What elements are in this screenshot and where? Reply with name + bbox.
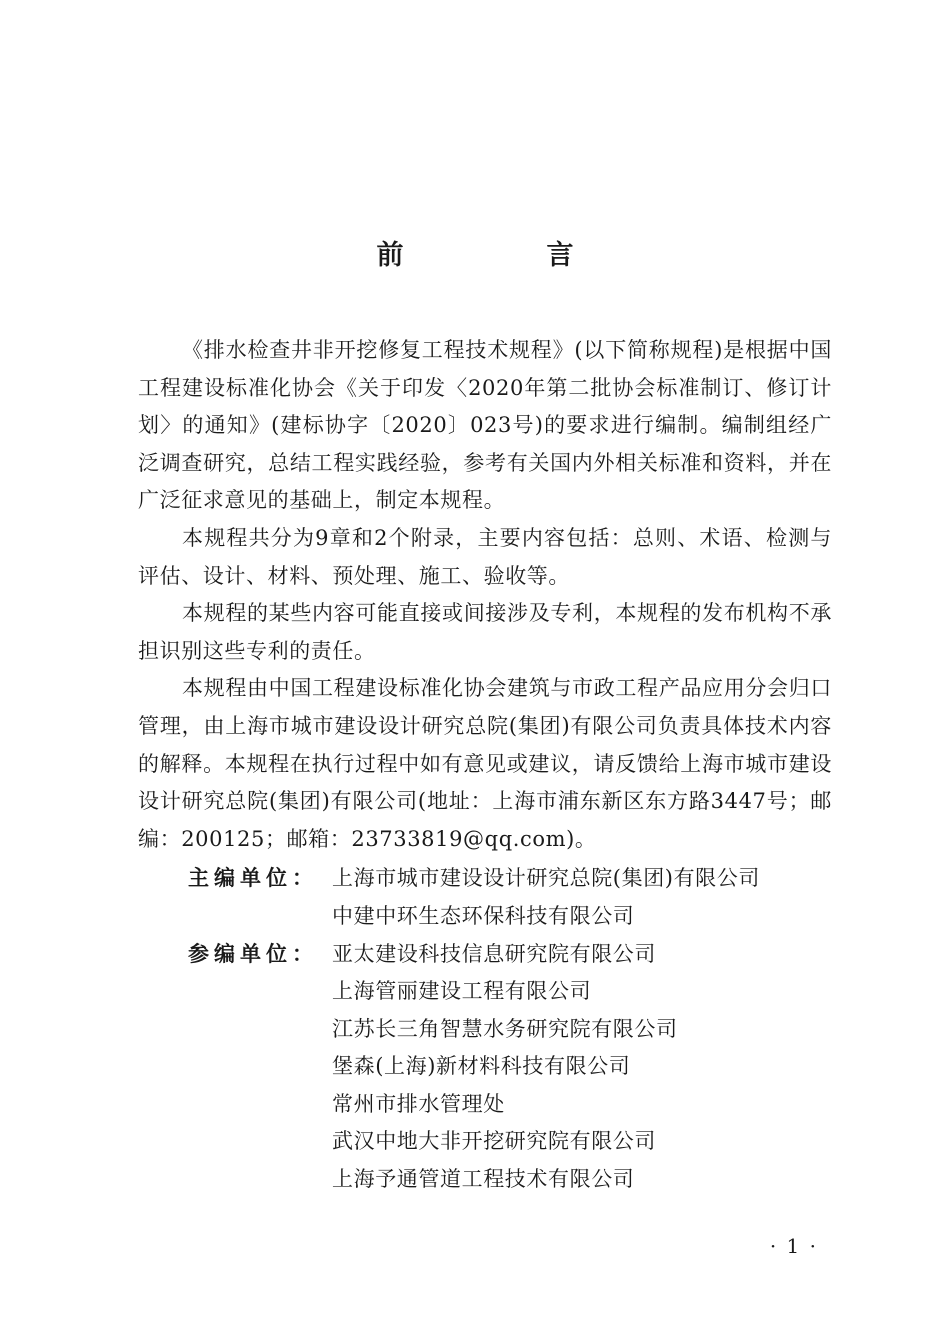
co-editor-label: 参编单位： [188,941,318,966]
co-editor-list [332,936,678,1199]
list-item: 常州市排水管理处 [332,1091,505,1116]
list-item: 江苏长三角智慧水务研究院有限公司 [332,1016,678,1041]
paragraph-contents: 本规程共分为9章和2个附录，主要内容包括：总则、术语、检测与评估、设计、材料、预处理、施工、验收等。 [138,525,832,588]
preface-body [138,332,832,1199]
paragraph-patent: 本规程的某些内容可能直接或间接涉及专利，本规程的发布机构不承担识别这些专利的责任。 [138,601,832,663]
chief-editor-list [332,860,760,935]
paragraph-management: 本规程由中国工程建设标准化协会建筑与市政工程产品应用分会归口管理，由上海市城市建设设计研究总院(集团)有限公司负责具体技术内容的解释。本规程在执行过程中如有意见或建议，请反馈给上海市城市建设设计研究总院(集团)有限公司(地址：上海市浦东新区东方路3447号；邮编：200125；邮箱：23733819@qq.com)。 [138,676,832,851]
list-item: 上海管丽建设工程有限公司 [332,979,592,1004]
list-item: 堡森(上海)新材料科技有限公司 [332,1054,631,1079]
chief-editor-block [138,860,832,935]
page-number: · 1 · [769,1234,818,1258]
list-item: 亚太建设科技信息研究院有限公司 [332,941,656,966]
list-item: 武汉中地大非开挖研究院有限公司 [332,1129,656,1154]
page-title: 前 言 [376,240,632,272]
list-item: 上海市城市建设设计研究总院(集团)有限公司 [332,866,760,891]
chief-editor-label: 主编单位： [188,866,318,891]
paragraph-origin: 《排水检查井非开挖修复工程技术规程》(以下简称规程)是根据中国工程建设标准化协会《关于印发〈2020年第二批协会标准制订、修订计划〉的通知》(建标协字〔2020〕023号)的要求进行编制。编制组经广泛调查研究，总结工程实践经验，参考有关国内外相关标准和资料，并在广泛征求意见的基础上，制定本规程。 [138,338,832,513]
list-item: 上海予通管道工程技术有限公司 [332,1167,635,1192]
editor-units [138,860,832,1198]
list-item: 中建中环生态环保科技有限公司 [332,903,635,928]
co-editor-block [138,936,832,1199]
